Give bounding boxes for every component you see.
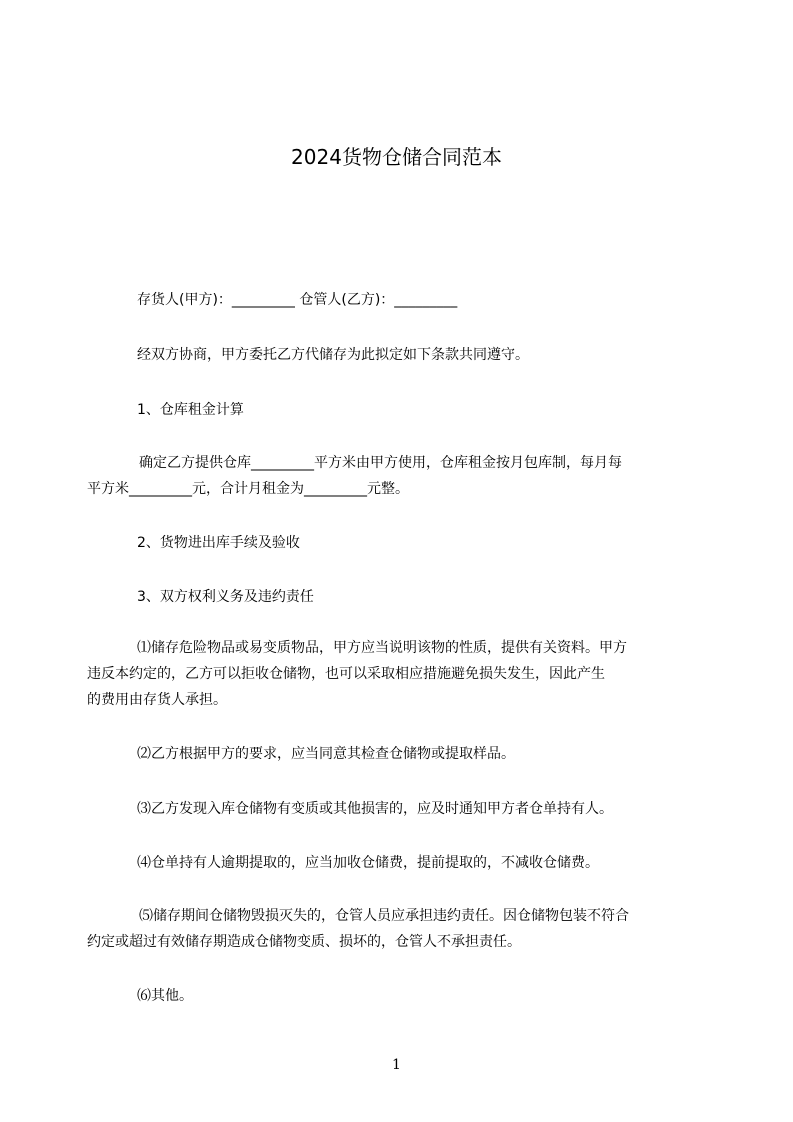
item-3-text: ⑶乙方发现入库仓储物有变质或其他损害的，应及时通知甲方者仓单持有人。 (137, 801, 613, 817)
document-title: 2024货物仓储合同范本 (291, 145, 502, 169)
section-3-heading-text: 3、双方权利义务及违约责任 (137, 589, 314, 605)
section-1-line-2: 平方米_________元，合计月租金为_________元整。 (87, 481, 409, 497)
section-1-paragraph (87, 450, 707, 502)
item-6-text: ⑹其他。 (137, 988, 193, 1004)
item-2-text: ⑵乙方根据甲方的要求，应当同意其检查仓储物或提取样品。 (137, 746, 515, 762)
item-2-paragraph (87, 741, 707, 767)
item-6-paragraph (87, 983, 707, 1009)
item-5-paragraph (87, 903, 707, 955)
item-5-line-2: 约定或超过有效储存期造成仓储物变质、损坏的，仓管人不承担责任。 (87, 934, 521, 950)
section-1-line-1: 确定乙方提供仓库_________平方米由甲方使用，仓库租金按月包库制，每月每 (139, 455, 622, 471)
parties-line (87, 287, 707, 313)
section-1-heading (87, 397, 707, 423)
intro-paragraph (87, 342, 707, 368)
item-5-line-1: ⑸储存期间仓储物毁损灭失的，仓管人员应承担违约责任。因仓储物包装不符合 (139, 908, 629, 924)
item-1-paragraph (87, 635, 707, 713)
item-1-line-3: 的费用由存货人承担。 (87, 692, 227, 708)
section-2-heading (87, 530, 707, 556)
page-number: 1 (392, 1057, 401, 1073)
item-4-paragraph (87, 850, 707, 876)
parties-text: 存货人(甲方)：_________ 仓管人(乙方)：_________ (137, 292, 458, 308)
item-1-line-1: ⑴储存危险物品或易变质物品，甲方应当说明该物的性质，提供有关资料。甲方 (137, 640, 627, 656)
item-3-paragraph (87, 796, 707, 822)
item-1-line-2: 违反本约定的，乙方可以拒收仓储物，也可以采取相应措施避免损失发生，因此产生 (87, 666, 605, 682)
intro-text: 经双方协商，甲方委托乙方代储存为此拟定如下条款共同遵守。 (137, 347, 529, 363)
section-3-heading (87, 584, 707, 610)
section-1-heading-text: 1、仓库租金计算 (137, 402, 244, 418)
section-2-heading-text: 2、货物进出库手续及验收 (137, 535, 300, 551)
item-4-text: ⑷仓单持有人逾期提取的，应当加收仓储费，提前提取的，不减收仓储费。 (137, 855, 599, 871)
